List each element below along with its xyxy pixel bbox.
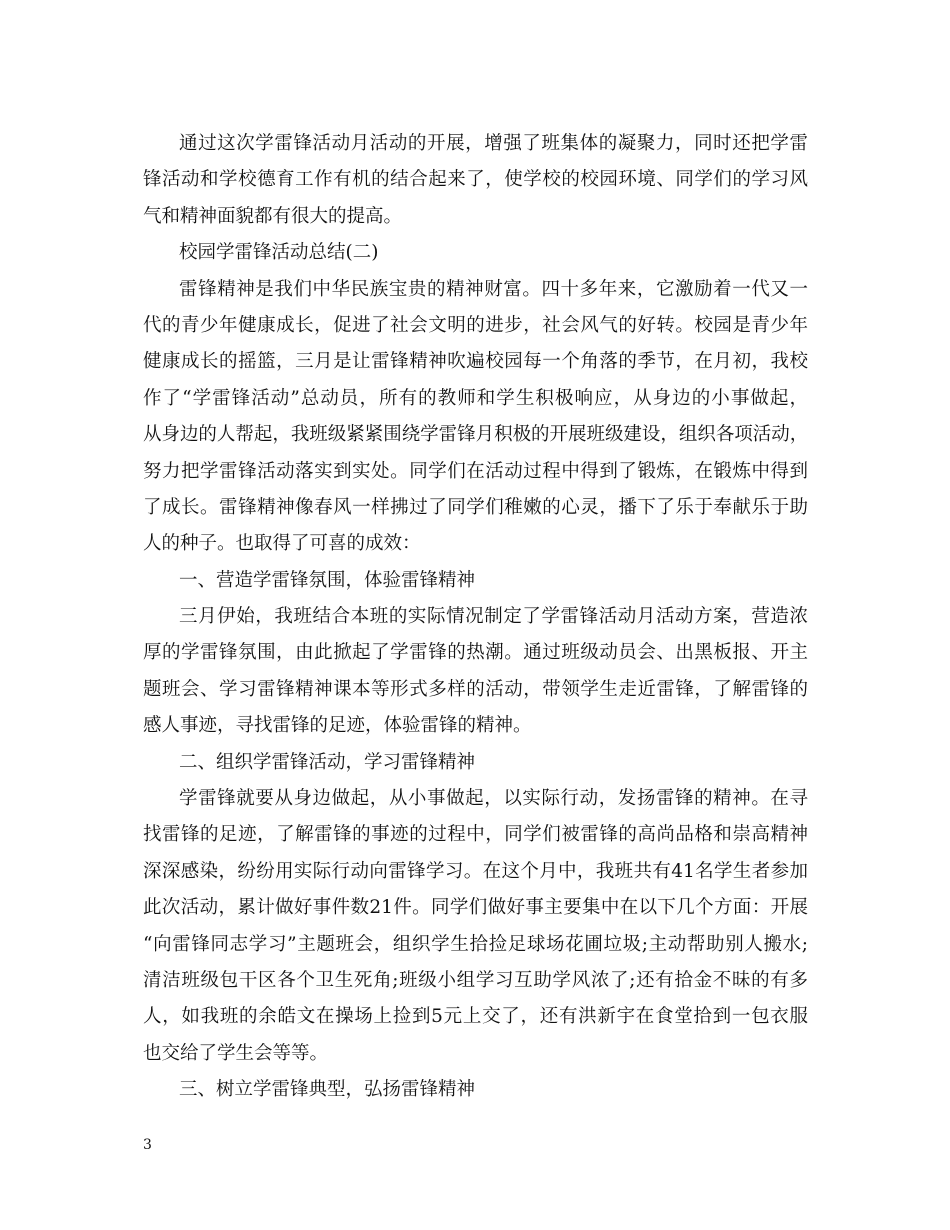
text-line: 校园学雷锋活动总结(二) xyxy=(179,242,379,264)
text-line: 通过这次学雷锋活动月活动的开展，增强了班集体的凝聚力，同时还把学雷 xyxy=(179,133,808,154)
text-line: 健康成长的摇篮，三月是让雷锋精神吹遍校园每一个角落的季节，在月初，我校 xyxy=(143,351,808,373)
text-line: 气和精神面貌都有很大的提高。 xyxy=(143,205,403,227)
page-number: 3 xyxy=(143,1137,152,1153)
text-line: 也交给了学生会等等。 xyxy=(143,1042,329,1064)
text-line: 雷锋精神是我们中华民族宝贵的精神财富。四十多年来，它激励着一代又一 xyxy=(179,278,808,300)
text-line: 清洁班级包干区各个卫生死角;班级小组学习互助学风浓了;还有拾金不昧的有多 xyxy=(143,969,808,991)
text-line: 从身边的人帮起，我班级紧紧围绕学雷锋月积极的开展班级建设，组织各项活动， xyxy=(143,424,808,446)
text-line: 深深感染，纷纷用实际行动向雷锋学习。在这个月中，我班共有41名学生者参加 xyxy=(143,860,808,882)
text-line: 人的种子。也取得了可喜的成效： xyxy=(143,533,421,555)
text-line: 学雷锋就要从身边做起，从小事做起，以实际行动，发扬雷锋的精神。在寻 xyxy=(179,788,808,810)
text-line: 锋活动和学校德育工作有机的结合起来了，使学校的校园环境、同学们的学习风 xyxy=(143,169,808,191)
text-line: 厚的学雷锋氛围，由此掀起了学雷锋的热潮。通过班级动员会、出黑板报、开主 xyxy=(143,642,808,664)
text-line: 三、树立学雷锋典型，弘扬雷锋精神 xyxy=(179,1079,476,1101)
text-line: 人，如我班的余皓文在操场上捡到5元上交了，还有洪新宇在食堂拾到一包衣服 xyxy=(143,1006,808,1028)
text-line: 找雷锋的足迹，了解雷锋的事迹的过程中，同学们被雷锋的高尚品格和崇高精神 xyxy=(143,824,808,846)
document-body xyxy=(143,126,808,1109)
text-line: “向雷锋同志学习”主题班会，组织学生拾捡足球场花圃垃圾;主动帮助别人搬水; xyxy=(143,933,808,955)
text-line: 题班会、学习雷锋精神课本等形式多样的活动，带领学生走近雷锋，了解雷锋的 xyxy=(143,678,808,700)
text-line: 努力把学雷锋活动落实到实处。同学们在活动过程中得到了锻炼，在锻炼中得到 xyxy=(143,460,808,482)
text-line: 一、营造学雷锋氛围，体验雷锋精神 xyxy=(179,569,476,591)
text-line: 代的青少年健康成长，促进了社会文明的进步，社会风气的好转。校园是青少年 xyxy=(143,314,808,336)
text-line: 二、组织学雷锋活动，学习雷锋精神 xyxy=(179,751,476,773)
text-line: 此次活动，累计做好事件数21件。同学们做好事主要集中在以下几个方面：开展 xyxy=(143,897,808,919)
text-line: 三月伊始，我班结合本班的实际情况制定了学雷锋活动月活动方案，营造浓 xyxy=(179,606,808,628)
text-line: 了成长。雷锋精神像春风一样拂过了同学们稚嫩的心灵，播下了乐于奉献乐于助 xyxy=(143,496,808,518)
text-line: 感人事迹，寻找雷锋的足迹，体验雷锋的精神。 xyxy=(143,715,532,737)
text-line: 作了“学雷锋活动”总动员，所有的教师和学生积极响应，从身边的小事做起， xyxy=(143,387,808,409)
